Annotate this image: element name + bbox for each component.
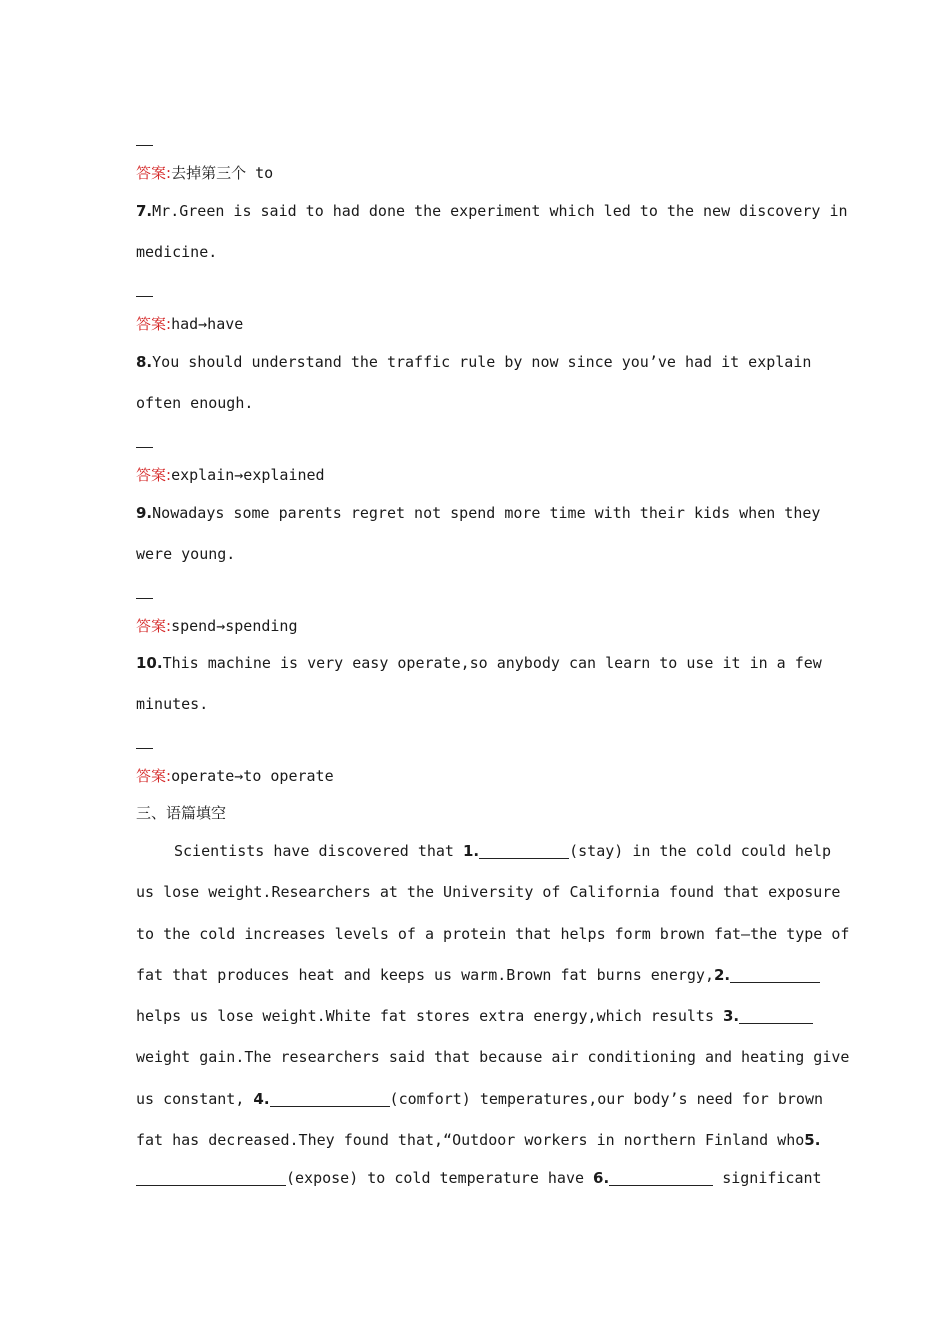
blank-1: [479, 842, 569, 859]
answer-text: spend→spending: [171, 617, 298, 635]
answer-line: [136, 465, 325, 485]
passage-line-9: (expose) to cold temperature have 6. significant: [136, 1168, 822, 1188]
question-10-line-1: 10.This machine is very easy operate,so anybody can learn to use it in a few: [136, 654, 822, 672]
passage-line-7: us constant, 4. (comfort) temperatures,our body’s need for brown: [136, 1090, 824, 1108]
question-number: 10.: [136, 654, 163, 672]
answer-line: [136, 616, 298, 636]
answer-line: [136, 314, 243, 334]
question-9-line-1: 9.Nowadays some parents regret not spend more time with their kids when they: [136, 504, 821, 522]
answer-dash: [136, 598, 153, 599]
answer-line: [136, 163, 273, 183]
answer-dash: [136, 145, 153, 146]
answer-dash: [136, 447, 153, 448]
question-number: 9.: [136, 504, 153, 522]
answer-text: operate→to operate: [171, 767, 334, 785]
question-8-line-1: 8.You should understand the traffic rule by now since you’ve had it explain: [136, 353, 812, 371]
answer-line: [136, 766, 334, 786]
passage-line-1: Scientists have discovered that 1. (stay) in the cold could help: [174, 842, 832, 860]
blank-5: [136, 1169, 286, 1186]
passage-line-5: helps us lose weight.White fat stores extra energy,which results 3.: [136, 1006, 813, 1026]
answer-text: had→have: [171, 315, 244, 333]
answer-dash: [136, 296, 153, 297]
section-title: 三、语篇填空: [136, 804, 227, 822]
answer-dash: [136, 748, 153, 749]
question-7-line-1: 7.Mr.Green is said to had done the experiment which led to the new discovery in: [136, 202, 848, 220]
passage-line-8: fat has decreased.They found that,“Outdoor workers in northern Finland who5.: [136, 1131, 821, 1149]
question-8-line-2: often enough.: [136, 394, 254, 412]
passage-line-4: fat that produces heat and keeps us warm.Brown fat burns energy,2.: [136, 965, 820, 985]
answer-label: 答案:: [136, 164, 172, 182]
answer-text: explain→explained: [171, 466, 325, 484]
answer-label: 答案:: [136, 617, 172, 635]
question-number: 7.: [136, 202, 153, 220]
question-7-line-2: medicine.: [136, 243, 218, 261]
answer-label: 答案:: [136, 315, 172, 333]
passage-line-3: to the cold increases levels of a protein that helps form brown fat—the type of: [136, 925, 850, 943]
blank-2: [730, 966, 820, 983]
answer-label: 答案:: [136, 466, 172, 484]
blank-3: [739, 1007, 813, 1024]
question-9-line-2: were young.: [136, 545, 236, 563]
answer-label: 答案:: [136, 767, 172, 785]
question-10-line-2: minutes.: [136, 695, 209, 713]
answer-text: 去掉第三个 to: [171, 164, 274, 182]
blank-6: [609, 1169, 713, 1186]
passage-line-2: us lose weight.Researchers at the University of California found that exposure: [136, 883, 841, 901]
question-number: 8.: [136, 353, 153, 371]
passage-line-6: weight gain.The researchers said that because air conditioning and heating give: [136, 1048, 850, 1066]
blank-4: [270, 1090, 390, 1107]
